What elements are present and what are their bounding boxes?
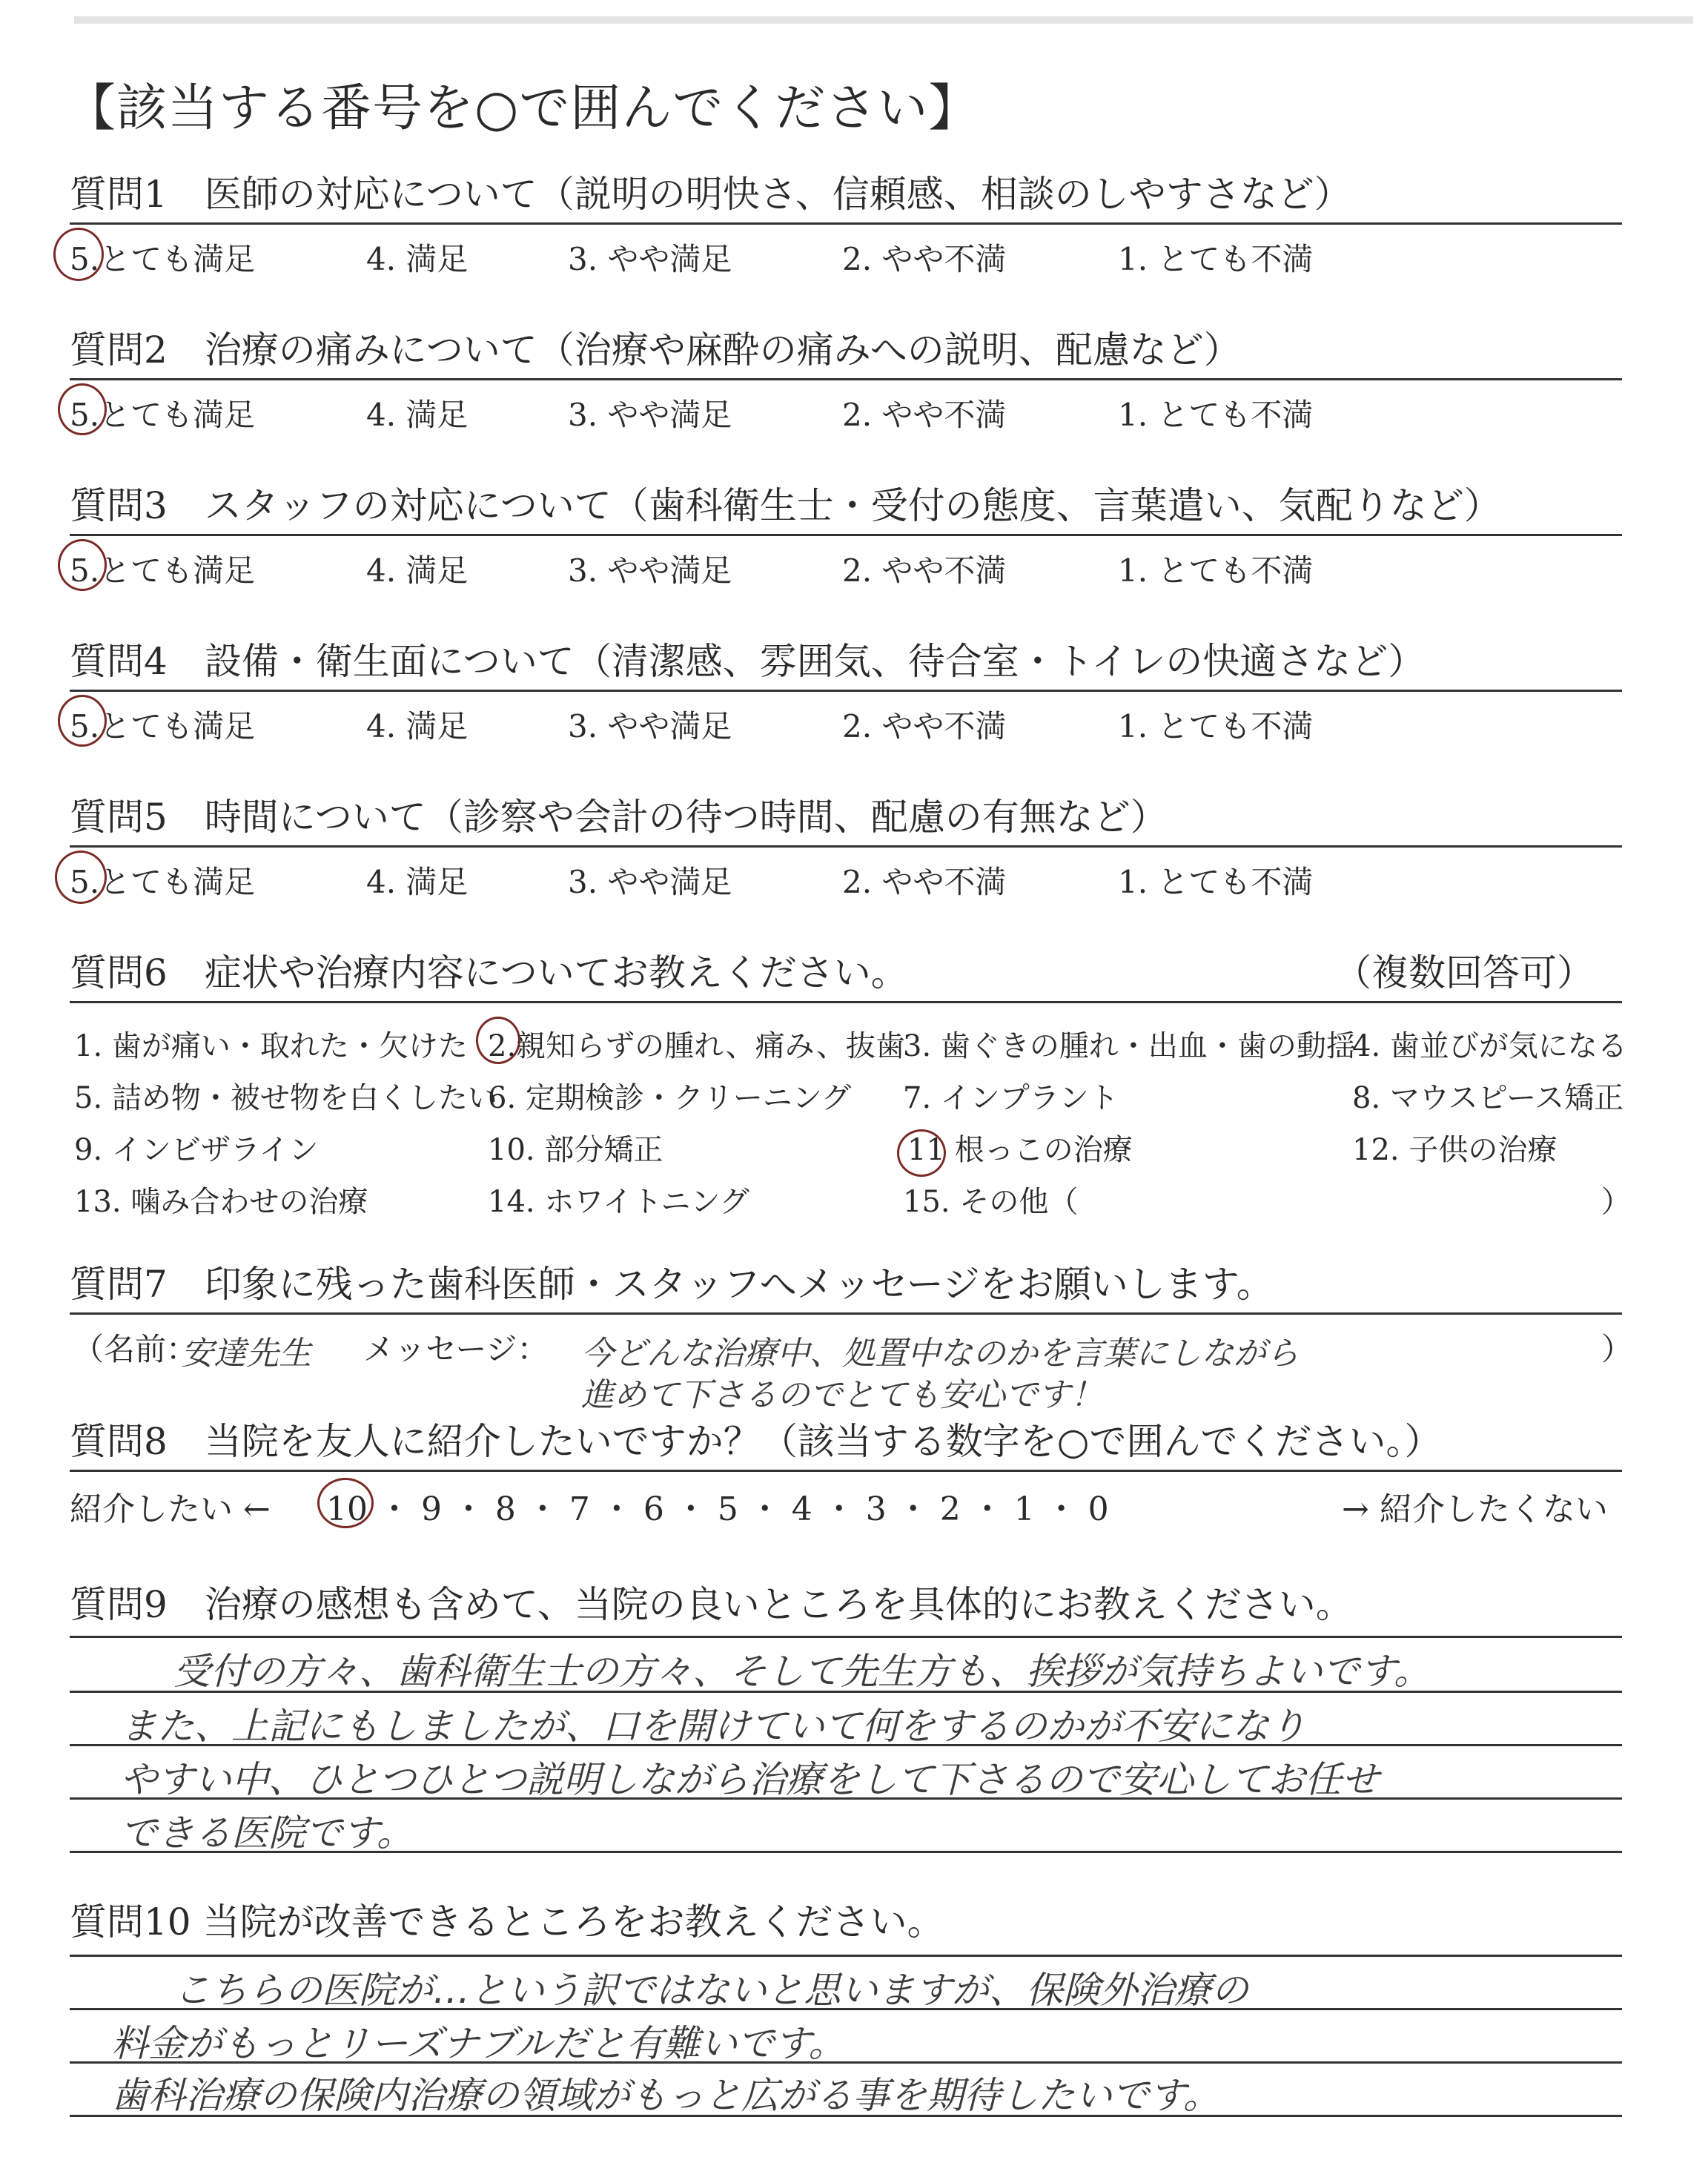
question-text: 症状や治療内容についてお教えください。: [204, 951, 908, 994]
question-label: 質問7: [70, 1263, 168, 1306]
option-11[interactable]: 11 根っこの治療: [907, 1133, 1133, 1167]
option-14[interactable]: 14. ホワイトニング: [488, 1185, 749, 1219]
option-1[interactable]: 1. 歯が痛い・取れた・欠けた: [74, 1029, 468, 1063]
question-label: 質問4: [70, 640, 168, 683]
rating-option-2[interactable]: 2. やや不満: [842, 241, 1007, 277]
question-heading: [70, 165, 1622, 225]
rating-option-1[interactable]: 1. とても不満: [1118, 397, 1314, 433]
rating-option-3[interactable]: 3. やや満足: [568, 241, 732, 277]
treatment-options: [70, 1003, 1631, 1219]
question-label: 質問3: [70, 484, 168, 527]
option-2[interactable]: 2.親知らずの腫れ、痛み、抜歯: [488, 1029, 905, 1063]
question-9: [70, 1575, 1622, 1855]
question-3: [70, 476, 1622, 588]
rating-option-2[interactable]: 2. やや不満: [842, 864, 1007, 900]
question-10: [70, 1892, 1622, 2117]
answer-line-1[interactable]: 受付の方々、歯科衛生士の方々、そして先生方も、挨拶が気持ちよいです。: [173, 1650, 1431, 1693]
question-heading: [70, 476, 1622, 536]
question-label: 質問2: [70, 328, 168, 371]
question-1: [70, 165, 1622, 277]
option-15[interactable]: 15. その他（: [903, 1185, 1079, 1219]
rating-option-5[interactable]: 5.とても満足: [70, 552, 256, 589]
option-3[interactable]: 3. 歯ぐきの腫れ・出血・歯の動揺: [903, 1029, 1356, 1063]
scale-left-label: 紹介したい ←: [70, 1490, 271, 1528]
question-text: 当院を友人に紹介したいですか？（該当する数字を○で囲んでください。）: [204, 1420, 1442, 1463]
name-label: （名前：: [73, 1331, 198, 1367]
message-label: メッセージ：: [363, 1331, 549, 1367]
rating-options: [70, 692, 1622, 744]
rating-option-4[interactable]: 4. 満足: [366, 552, 469, 589]
rating-option-3[interactable]: 3. やや満足: [568, 708, 732, 744]
rating-option-1[interactable]: 1. とても不満: [1118, 241, 1314, 277]
question-text: 治療の痛みについて（治療や麻酔の痛みへの説明、配慮など）: [204, 328, 1241, 371]
option-6[interactable]: 6. 定期検診・クリーニング: [488, 1081, 852, 1115]
rating-option-1[interactable]: 1. とても不満: [1118, 708, 1314, 744]
question-heading: [70, 1255, 1622, 1315]
answer-line-2[interactable]: また、上記にもしましたが、口を開けていて何をするのかが不安になり: [120, 1705, 1306, 1748]
rating-options: [70, 225, 1622, 277]
referral-scale: [70, 1472, 1622, 1539]
question-2: [70, 320, 1622, 432]
question-label: 質問8: [70, 1420, 168, 1463]
question-text: 治療の感想も含めて、当院の良いところを具体的にお教えください。: [204, 1583, 1353, 1626]
rating-option-4[interactable]: 4. 満足: [366, 708, 469, 744]
option-13[interactable]: 13. 噛み合わせの治療: [74, 1185, 368, 1219]
question-text: 当院が改善できるところをお教えください。: [202, 1900, 944, 1943]
rating-option-4[interactable]: 4. 満足: [366, 397, 469, 433]
answer-line-2[interactable]: 料金がもっとリーズナブルだと有難いです。: [111, 2022, 846, 2065]
option-15-close: ）: [1601, 1185, 1631, 1219]
question-7: [70, 1255, 1633, 1414]
message-area: [70, 1315, 1633, 1414]
rating-option-2[interactable]: 2. やや不満: [842, 552, 1007, 589]
rating-option-5[interactable]: 5.とても満足: [70, 397, 256, 433]
answer-line-4[interactable]: できる医院です。: [120, 1811, 414, 1855]
question-heading: [70, 943, 1622, 1003]
rating-option-4[interactable]: 4. 満足: [366, 241, 469, 277]
option-7[interactable]: 7. インプラント: [903, 1081, 1119, 1115]
ruled-line: [70, 1955, 1622, 1957]
multiple-answers-note: （複数回答可）: [1334, 951, 1594, 994]
ruled-line: [70, 1636, 1622, 1638]
rating-option-5[interactable]: 5.とても満足: [70, 708, 256, 744]
question-text: 設備・衛生面について（清潔感、雰囲気、待合室・トイレの快適さなど）: [204, 640, 1426, 683]
rating-option-3[interactable]: 3. やや満足: [568, 864, 732, 900]
scale-values[interactable]: 10 ・ 9 ・ 8 ・ 7 ・ 6 ・ 5 ・ 4 ・ 3 ・ 2 ・ 1 ・ 0: [326, 1490, 1109, 1528]
message-line-1[interactable]: 今どんな治療中、処置中なのかを言葉にしながら: [581, 1335, 1299, 1373]
name-value[interactable]: 安達先生: [181, 1335, 311, 1373]
question-label: 質問9: [70, 1583, 168, 1626]
answer-line-3[interactable]: やすい中、ひとつひとつ説明しながら治療をして下さるので安心してお任せ: [120, 1758, 1379, 1801]
question-heading: [70, 320, 1622, 380]
question-label: 質問5: [70, 796, 168, 839]
question-heading: [70, 1575, 1622, 1633]
question-text: 時間について（診察や会計の待つ時間、配慮の有無など）: [204, 796, 1168, 839]
message-line-2[interactable]: 進めて下さるのでとても安心です！: [581, 1376, 1103, 1414]
rating-option-1[interactable]: 1. とても不満: [1118, 864, 1314, 900]
question-text: 印象に残った歯科医師・スタッフへメッセージをお願いします。: [204, 1263, 1274, 1306]
question-5: [70, 787, 1622, 899]
message-close: ）: [1601, 1331, 1633, 1367]
option-5[interactable]: 5. 詰め物・被せ物を白くしたい: [74, 1081, 497, 1115]
option-8[interactable]: 8. マウスピース矯正: [1352, 1081, 1624, 1115]
question-label: 質問1: [70, 173, 168, 216]
rating-option-2[interactable]: 2. やや不満: [842, 708, 1007, 744]
question-heading: [70, 787, 1622, 848]
rating-option-1[interactable]: 1. とても不満: [1118, 552, 1314, 589]
option-10[interactable]: 10. 部分矯正: [488, 1133, 663, 1167]
question-heading: [70, 632, 1622, 692]
top-border: [74, 16, 1693, 24]
page-title: 【該当する番号を○で囲んでください】: [65, 79, 980, 138]
rating-option-3[interactable]: 3. やや満足: [568, 397, 732, 433]
option-4[interactable]: 4. 歯並びが気になる: [1352, 1029, 1627, 1063]
answer-line-1[interactable]: こちらの医院が…という訳ではないと思いますが、保険外治療の: [173, 1969, 1248, 2012]
rating-options: [70, 380, 1622, 432]
answer-line-3[interactable]: 歯科治療の保険内治療の領域がもっと広がる事を期待したいです。: [111, 2074, 1220, 2117]
question-text: スタッフの対応について（歯科衛生士・受付の態度、言葉遣い、気配りなど）: [204, 484, 1501, 527]
rating-options: [70, 536, 1622, 588]
rating-option-5[interactable]: 5.とても満足: [70, 864, 256, 900]
question-text: 医師の対応について（説明の明快さ、信頼感、相談のしやすさなど）: [204, 173, 1351, 216]
scale-right-label: → 紹介したくない: [1342, 1490, 1608, 1528]
question-8: [70, 1412, 1622, 1539]
question-heading: [70, 1892, 1622, 1950]
option-9[interactable]: 9. インビザライン: [74, 1133, 319, 1167]
rating-options: [70, 848, 1622, 899]
rating-option-2[interactable]: 2. やや不満: [842, 397, 1007, 433]
question-label: 質問10: [70, 1900, 191, 1943]
rating-option-4[interactable]: 4. 満足: [366, 864, 469, 900]
question-6: [70, 943, 1631, 1219]
option-12[interactable]: 12. 子供の治療: [1352, 1133, 1558, 1167]
question-heading: [70, 1412, 1622, 1472]
rating-option-3[interactable]: 3. やや満足: [568, 552, 732, 589]
question-4: [70, 632, 1622, 744]
rating-option-5[interactable]: 5.とても満足: [70, 241, 256, 277]
question-label: 質問6: [70, 951, 168, 994]
